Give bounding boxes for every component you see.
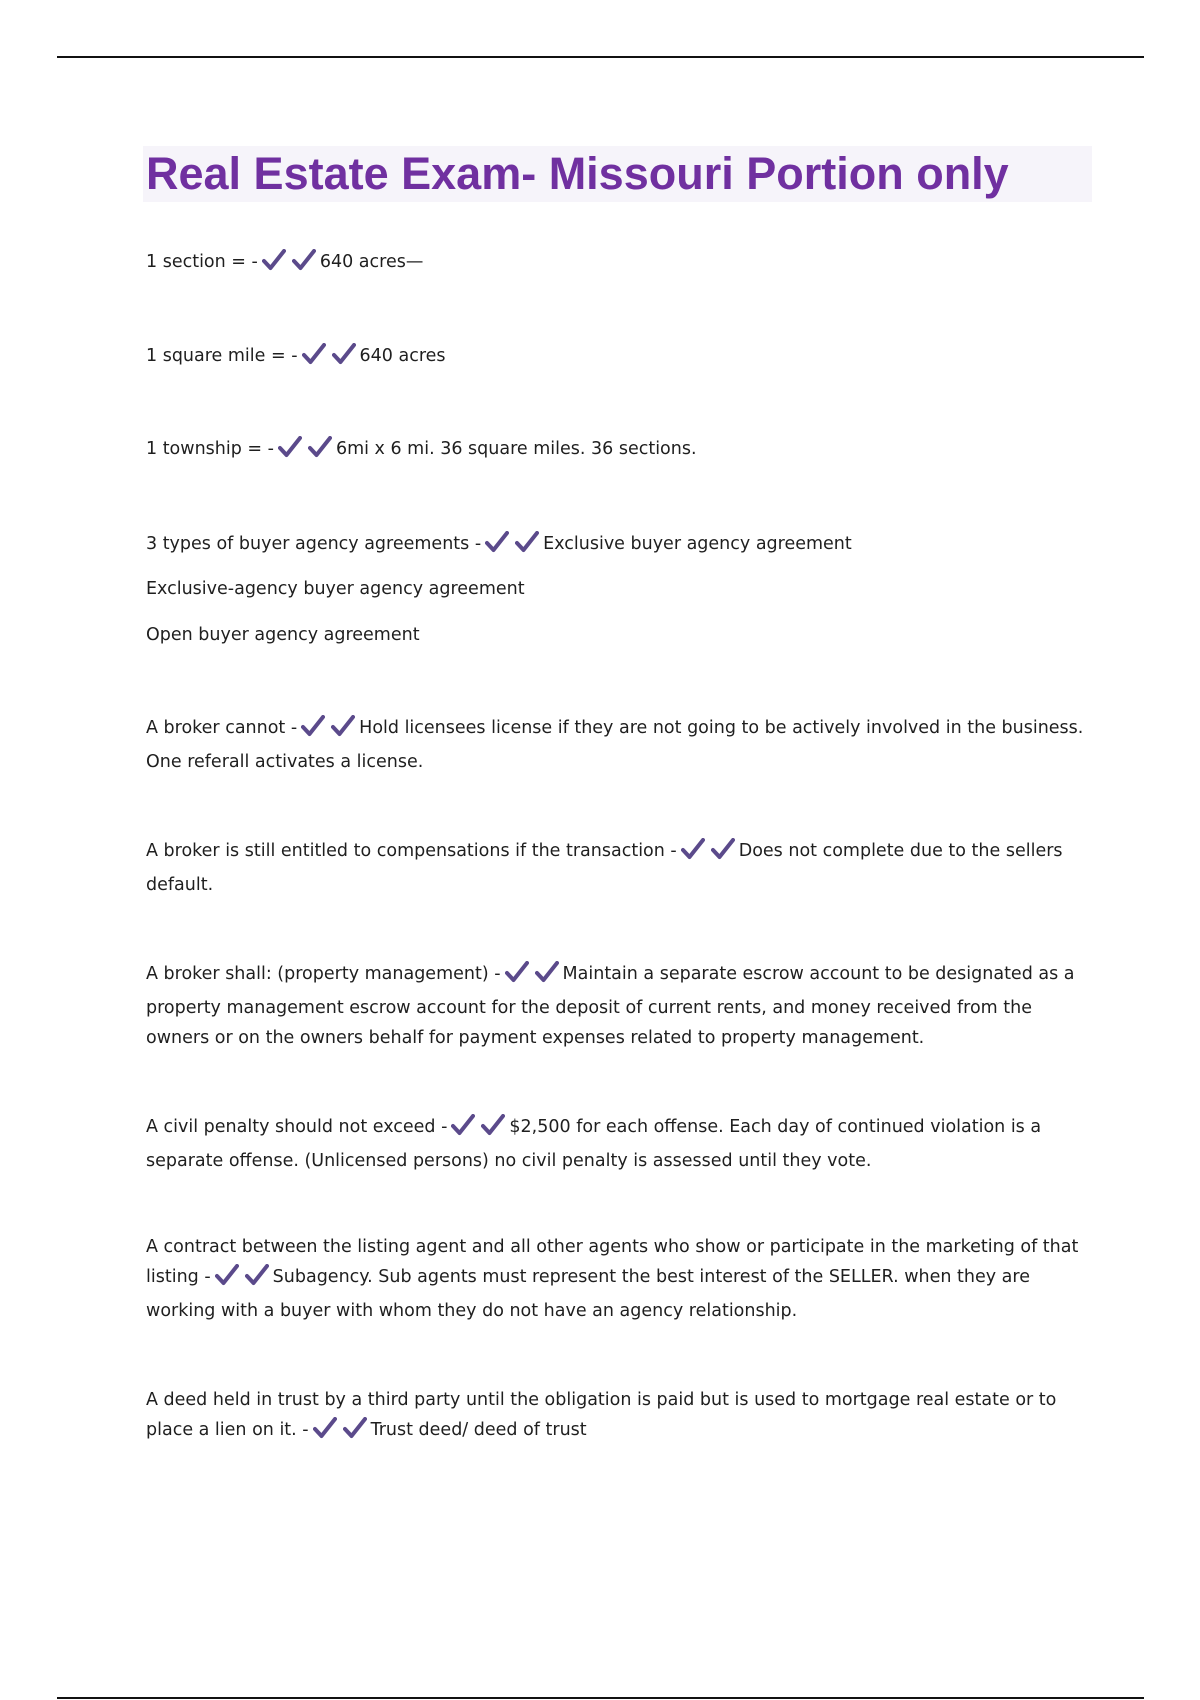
check-icon	[681, 838, 705, 860]
check-icon	[262, 249, 286, 271]
answer-text: 6mi x 6 mi. 36 square miles. 36 sections.	[335, 439, 697, 459]
check-icon	[515, 531, 539, 553]
answer-text: Does not complete due to the sellers default.	[146, 841, 1063, 895]
double-check-icon	[302, 343, 356, 375]
question-text: A contract between the listing agent and all other agents who show or participate in the marketing of that listing -	[146, 1237, 1079, 1287]
answer-text: Trust deed/ deed of trust	[370, 1420, 587, 1440]
answer-continuation: Open buyer agency agreement	[146, 625, 420, 645]
question-text: A broker is still entitled to compensations if the transaction -	[146, 841, 677, 861]
double-check-icon	[451, 1114, 505, 1146]
answer-text: 640 acres—	[319, 252, 424, 272]
flashcard-entry	[146, 529, 1086, 563]
flashcard-entry	[146, 713, 1086, 777]
check-icon	[535, 961, 559, 983]
check-icon	[292, 249, 316, 271]
flashcard-entry	[146, 341, 1086, 375]
flashcard-entry	[146, 247, 1086, 281]
check-icon	[331, 715, 355, 737]
double-check-icon	[681, 838, 735, 870]
double-check-icon	[278, 436, 332, 468]
double-check-icon	[262, 249, 316, 281]
question-text: A civil penalty should not exceed -	[146, 1117, 448, 1137]
answer-text: 640 acres	[359, 346, 446, 366]
answer-text: Hold licensees license if they are not going to be actively involved in the business. One referall activates a license.	[146, 718, 1084, 772]
double-check-icon	[301, 715, 355, 747]
double-check-icon	[505, 961, 559, 993]
question-text: A deed held in trust by a third party until the obligation is paid but is used to mortgage real estate or to place a lien on it. -	[146, 1390, 1057, 1440]
flashcard-entry	[146, 1232, 1086, 1326]
check-icon	[308, 436, 332, 458]
double-check-icon	[313, 1417, 367, 1449]
document-title: Real Estate Exam- Missouri Portion only	[146, 148, 1009, 199]
top-rule	[57, 56, 1144, 58]
check-icon	[481, 1114, 505, 1136]
flashcard-extra-line	[146, 620, 1086, 650]
flashcard-entry	[146, 434, 1086, 468]
question-text: 3 types of buyer agency agreements -	[146, 534, 482, 554]
check-icon	[343, 1417, 367, 1439]
check-icon	[302, 343, 326, 365]
bottom-rule	[57, 1697, 1144, 1699]
question-text: A broker shall: (property management) -	[146, 964, 501, 984]
flashcard-entry	[146, 959, 1086, 1053]
flashcard-entry	[146, 1385, 1086, 1449]
check-icon	[711, 838, 735, 860]
answer-text: Subagency. Sub agents must represent the best interest of the SELLER. when they are working with a buyer with whom they do not have an agency relationship.	[146, 1267, 1030, 1321]
question-text: 1 township = -	[146, 439, 274, 459]
question-text: A broker cannot -	[146, 718, 298, 738]
check-icon	[215, 1264, 239, 1286]
check-icon	[451, 1114, 475, 1136]
flashcard-extra-line	[146, 574, 1086, 604]
question-text: 1 square mile = -	[146, 346, 298, 366]
answer-text: Maintain a separate escrow account to be designated as a property management escrow account for the deposit of current rents, and money received from the owners or on the owners behalf for payment expenses related to property management.	[146, 964, 1075, 1048]
answer-text: $2,500 for each offense. Each day of continued violation is a separate offense. (Unlicensed persons) no civil penalty is assessed until they vote.	[146, 1117, 1042, 1171]
flashcard-entry	[146, 836, 1086, 900]
answer-continuation: Exclusive-agency buyer agency agreement	[146, 579, 525, 599]
answer-text: Exclusive buyer agency agreement	[543, 534, 852, 554]
check-icon	[278, 436, 302, 458]
check-icon	[245, 1264, 269, 1286]
check-icon	[505, 961, 529, 983]
double-check-icon	[485, 531, 539, 563]
flashcard-entry	[146, 1112, 1086, 1176]
check-icon	[485, 531, 509, 553]
question-text: 1 section = -	[146, 252, 258, 272]
check-icon	[313, 1417, 337, 1439]
check-icon	[332, 343, 356, 365]
double-check-icon	[215, 1264, 269, 1296]
check-icon	[301, 715, 325, 737]
